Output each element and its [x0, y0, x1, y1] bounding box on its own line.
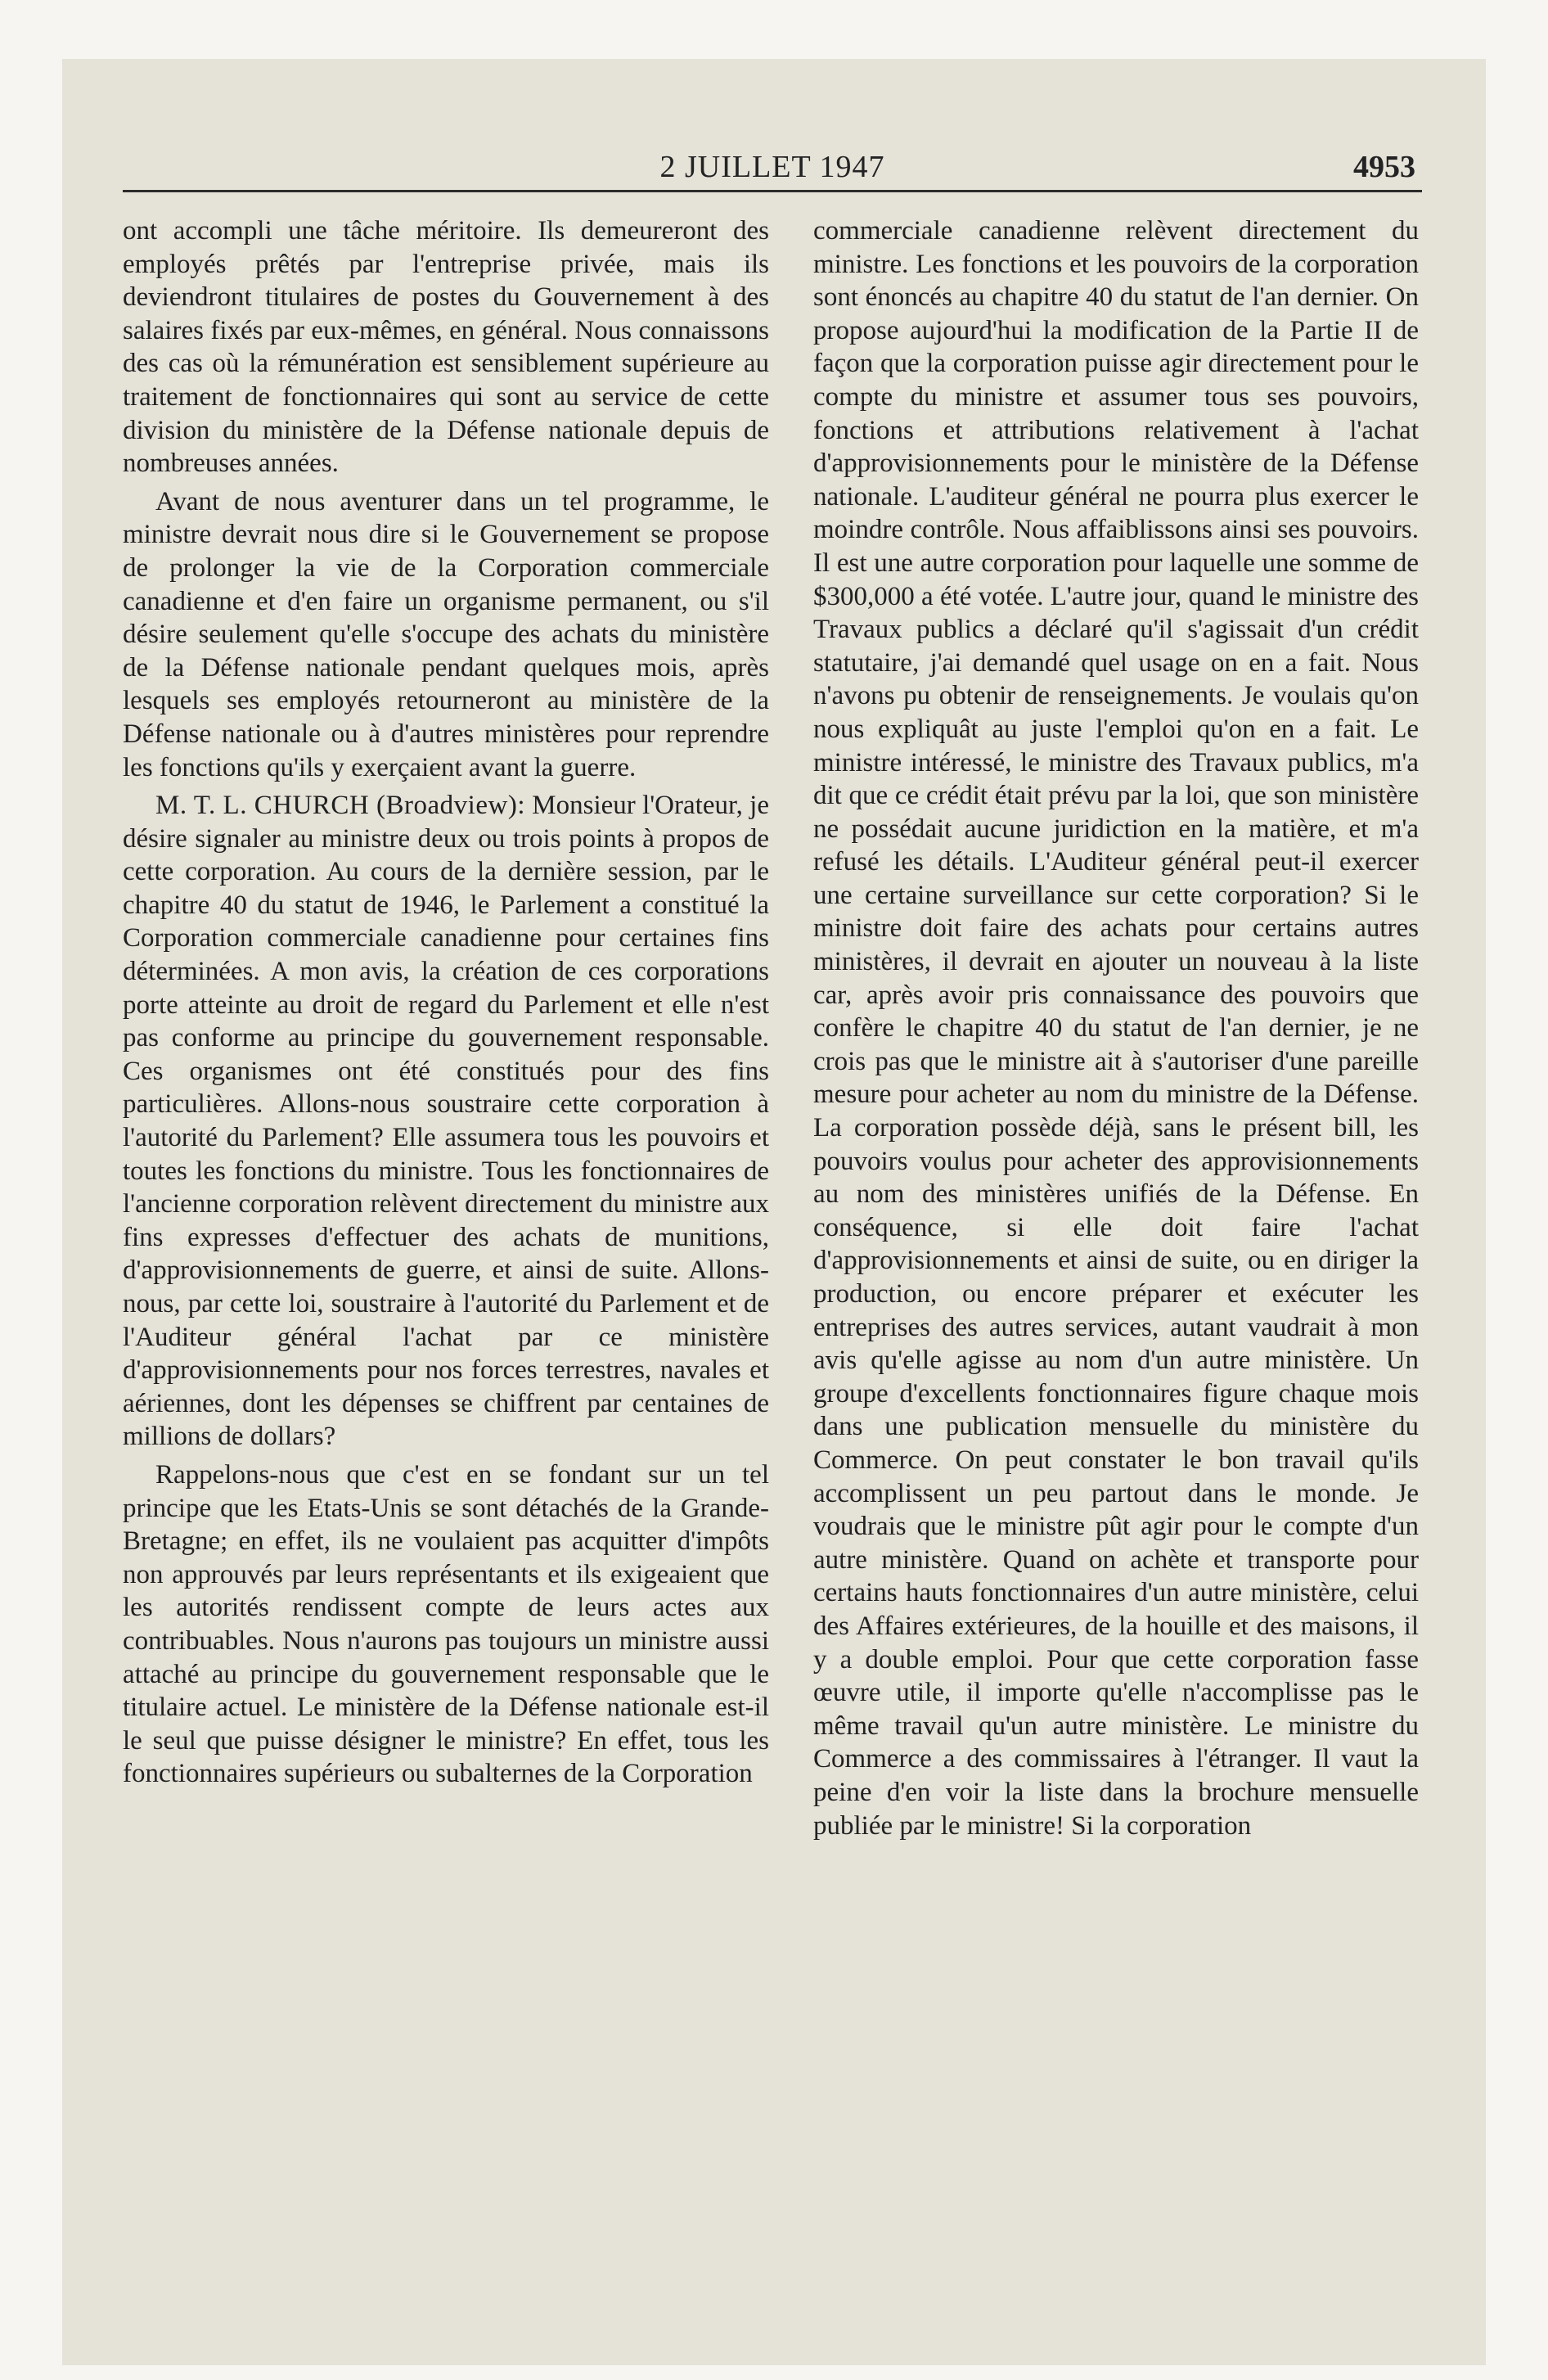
left-column	[123, 214, 769, 1791]
right-column	[813, 214, 1419, 1842]
header-rule	[123, 190, 1422, 192]
paragraph: commerciale canadienne relèvent directement du ministre. Les fonctions et les pouvoirs de la corporation sont énoncés au chapitre 40 du statut de l'an dernier. On propose aujourd'hui la modification de la Partie II de façon que la corporation puisse agir directement pour le compte du ministre et assumer tous ses pouvoirs, fonctions et attributions relativement à l'achat d'approvisionnements pour le ministère de la Défense nationale. L'auditeur général ne pourra plus exercer le moindre contrôle. Nous affaiblissons ainsi ses pouvoirs. Il est une autre corporation pour laquelle une somme de $300,000 a été votée. L'autre jour, quand le ministre des Travaux publics a déclaré qu'il s'agissait d'un crédit statutaire, j'ai demandé quel usage on en a fait. Nous n'avons pu obtenir de renseignements. Je voulais qu'on nous expliquât au juste l'emploi qu'on en a fait. Le ministre intéressé, le ministre des Travaux publics, m'a dit que ce crédit était prévu par la loi, que son ministère ne possédait aucune juridiction en la matière, et m'a refusé les détails. L'Auditeur général peut-il exercer une certaine surveillance sur cette corporation? Si le ministre doit faire des achats pour certains autres ministères, il devrait en ajouter un nouveau à la liste car, après avoir pris connaissance des pouvoirs que confère le chapitre 40 du statut de l'an dernier, je ne crois pas que le ministre ait à s'autoriser d'une pareille mesure pour acheter au nom du ministre de la Défense. La corporation possède déjà, sans le présent bill, les pouvoirs voulus pour acheter des approvisionnements au nom des ministères unifiés de la Défense. En conséquence, si elle doit faire l'achat d'approvisionnements et ainsi de suite, ou en diriger la production, ou encore préparer et exécuter les entreprises des autres services, autant vaudrait à mon avis qu'elle agisse au nom d'un autre ministère. Un groupe d'excellents fonctionnaires figure chaque mois dans une publication mensuelle du ministère du Commerce. On peut constater le bon travail qu'ils accomplissent un peu partout dans le monde. Je voudrais que le ministre pût agir pour le compte d'un autre ministère. Quand on achète et transporte pour certains hauts fonctionnaires d'un autre ministère, celui des Affaires extérieures, de la houille et des maisons, il y a double emploi. Pour que cette corporation fasse œuvre utile, il importe qu'elle n'accomplisse pas le même travail qu'un autre ministère. Le ministre du Commerce a des commissaires à l'étranger. Il vaut la peine d'en voir la liste dans la brochure mensuelle publiée par le ministre! Si la corporation	[813, 216, 1419, 1841]
paragraph	[123, 789, 769, 1454]
page-number: 4953	[1353, 150, 1415, 184]
paragraph: Rappelons-nous que c'est en se fondant sur un tel principe que les Etats-Unis se sont détachés de la Grande-Bretagne; en effet, ils ne voulaient pas acquitter d'impôts non approuvés par leurs représentants et ils exigeaient que les autorités rendissent compte de leurs actes aux contribuables. Nous n'aurons pas toujours un ministre aussi attaché au principe du gouvernement responsable que le titulaire actuel. Le ministère de la Défense nationale est-il le seul que puisse désigner le ministre? En effet, tous les fonctionnaires supérieurs ou subalternes de la Corporation	[123, 1459, 769, 1789]
page-header	[123, 146, 1422, 192]
speech-text: Monsieur l'Orateur, je désire signaler au ministre deux ou trois points à propos de cette corporation. Au cours de la dernière session, par le chapitre 40 du statut de 1946, le Parlement a constitué la Corporation commerciale canadienne pour certaines fins déterminées. A mon avis, la création de ces corporations porte atteinte au droit de regard du Parlement et elle n'est pas conforme au principe du gouvernement responsable. Ces organismes ont été constitués pour des fins particulières. Allons-nous soustraire cette corporation à l'autorité du Parlement? Elle assumera tous les pouvoirs et toutes les fonctions du ministre. Tous les fonctionnaires de l'ancienne corporation relèvent directement du ministre aux fins expresses d'effectuer des achats de munitions, d'approvisionnements de guerre, et ainsi de suite. Allons-nous, par cette loi, soustraire à l'autorité du Parlement et de l'Auditeur général l'achat par ce ministère d'approvisionnements pour nos forces terrestres, navales et aériennes, dont les dépenses se chiffrent par centaines de millions de dollars?	[123, 791, 769, 1452]
speaker-name: M. T. L. CHURCH (Broadview):	[155, 791, 525, 821]
paragraph: Avant de nous aventurer dans un tel programme, le ministre devrait nous dire si le Gouvernement se propose de prolonger la vie de la Corporation commerciale canadienne et d'en faire un organisme permanent, ou s'il désire seulement qu'elle s'occupe des achats du ministère de la Défense nationale pendant quelques mois, après lesquels ses employés retourneront au ministère de la Défense nationale ou à d'autres ministères pour reprendre les fonctions qu'ils y exerçaient avant la guerre.	[123, 486, 769, 782]
header-date: 2 JUILLET 1947	[659, 150, 885, 184]
paragraph: ont accompli une tâche méritoire. Ils demeureront des employés prêtés par l'entreprise privée, mais ils deviendront titulaires de postes du Gouvernement à des salaires fixés par eux-mêmes, en général. Nous connaissons des cas où la rémunération est sensiblement supérieure au traitement de fonctionnaires qui sont au service de cette division du ministère de la Défense nationale depuis de nombreuses années.	[123, 216, 769, 479]
